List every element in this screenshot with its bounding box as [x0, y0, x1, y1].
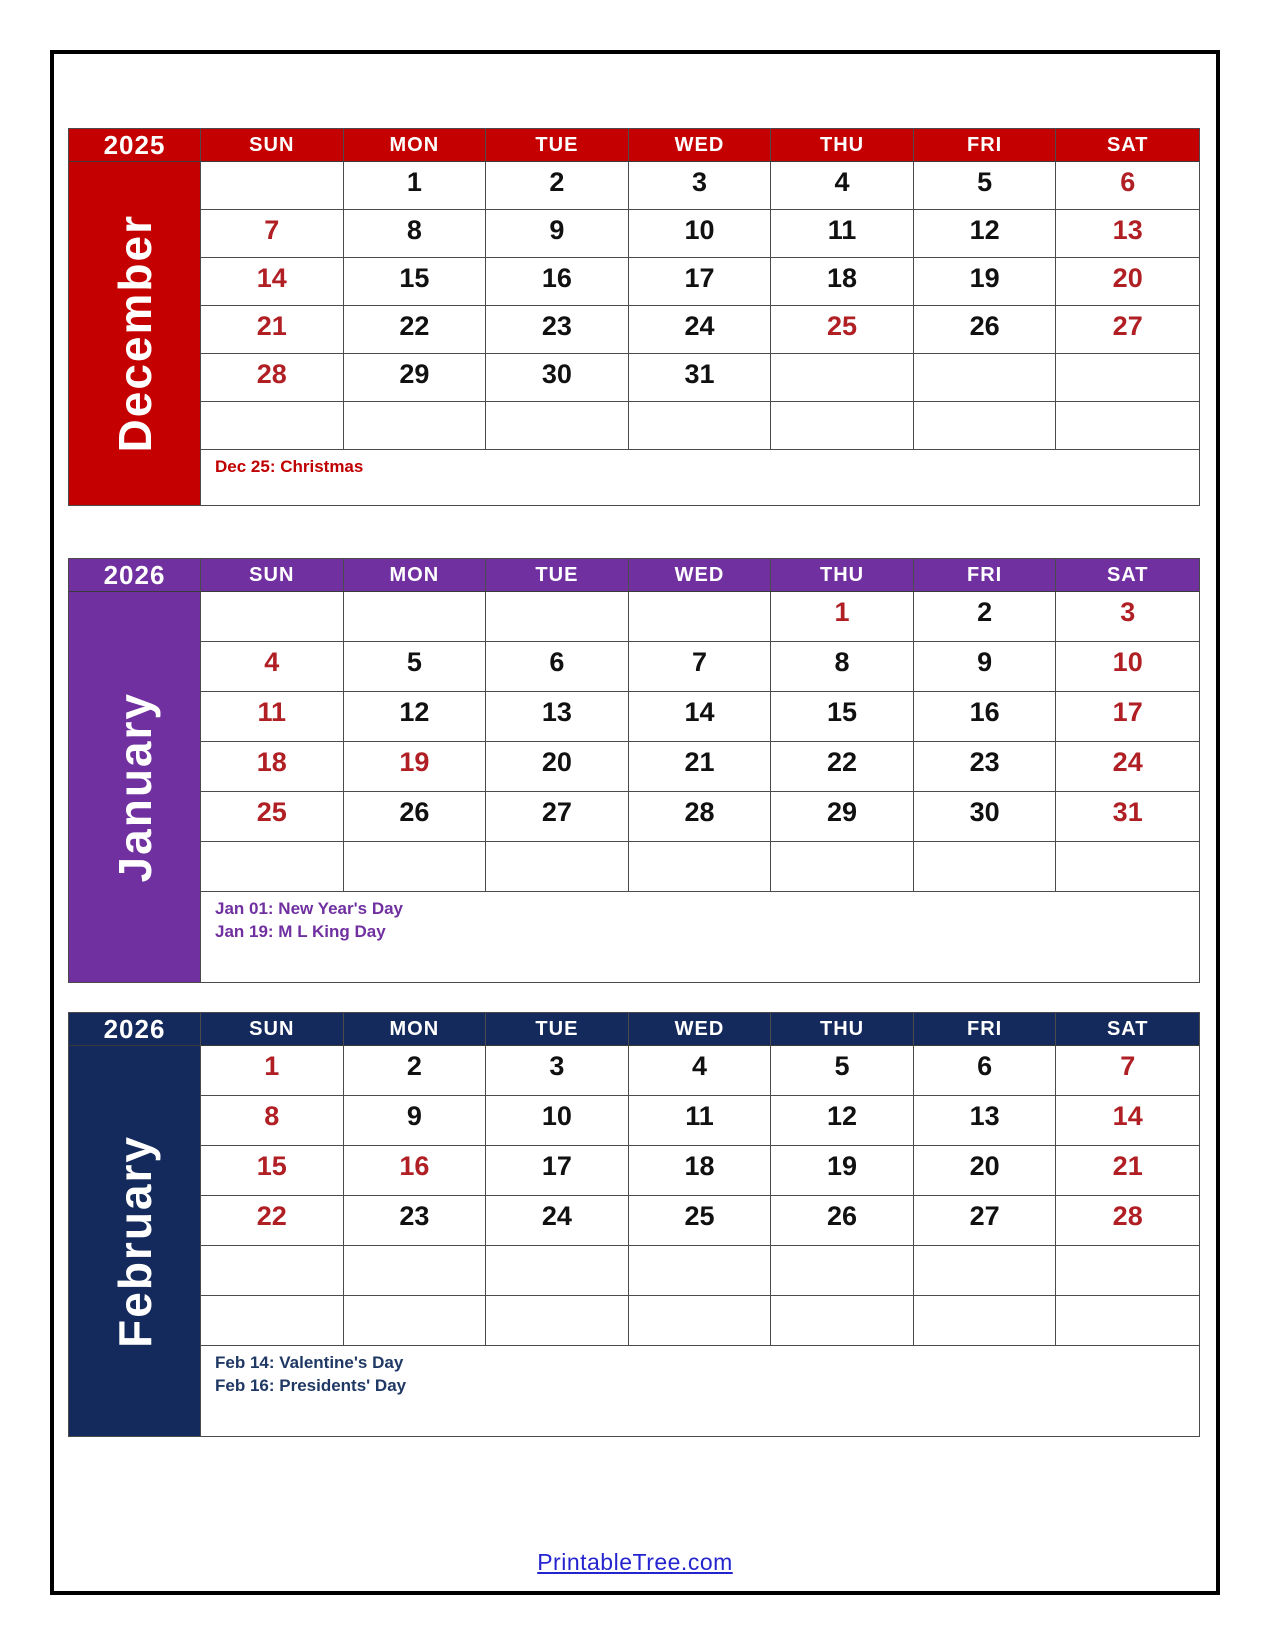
date-cell: 13: [1056, 210, 1199, 258]
date-cell: 25: [629, 1196, 772, 1246]
date-cell: 9: [914, 642, 1057, 692]
date-cell: 6: [914, 1046, 1057, 1096]
date-cell: 19: [914, 258, 1057, 306]
month-name-label: [69, 592, 200, 982]
empty-cell: [486, 402, 629, 450]
date-cell: 8: [201, 1096, 344, 1146]
page-frame: [50, 50, 1220, 1595]
year-label: 2026: [69, 1013, 200, 1046]
weekday-header: SAT: [1106, 563, 1149, 586]
empty-cell: [344, 1246, 487, 1296]
date-cell: 24: [1056, 742, 1199, 792]
weekday-header-row: [201, 1013, 1199, 1046]
weekday-header: SUN: [201, 1013, 344, 1045]
empty-cell: [201, 842, 344, 892]
date-grid: [201, 592, 1199, 892]
date-cell: 3: [629, 162, 772, 210]
empty-cell: [344, 842, 487, 892]
date-cell: 16: [486, 258, 629, 306]
date-cell: 21: [1056, 1146, 1199, 1196]
empty-cell: [1056, 354, 1199, 402]
date-cell: 14: [629, 692, 772, 742]
weekday-header: SUN: [201, 559, 344, 591]
date-cell: 4: [771, 162, 914, 210]
weekday-header: FRI: [914, 1013, 1057, 1045]
empty-cell: [201, 402, 344, 450]
date-cell: 7: [629, 642, 772, 692]
date-cell: 12: [914, 210, 1057, 258]
date-cell: 14: [201, 258, 344, 306]
holiday-note: Jan 01: New Year's Day: [215, 899, 404, 918]
footer: [54, 1549, 1216, 1576]
date-cell: 25: [201, 792, 344, 842]
holiday-note: Jan 19: M L King Day: [215, 921, 386, 941]
date-cell: 22: [344, 306, 487, 354]
year-label: 2025: [69, 129, 200, 162]
date-cell: 18: [629, 1146, 772, 1196]
date-cell: 28: [201, 354, 344, 402]
date-cell: 4: [201, 642, 344, 692]
date-cell: 28: [629, 792, 772, 842]
month-name-label: [69, 162, 200, 505]
date-grid: [201, 162, 1199, 450]
date-cell: 27: [914, 1196, 1057, 1246]
date-cell: 17: [486, 1146, 629, 1196]
empty-cell: [1056, 842, 1199, 892]
empty-cell: [771, 402, 914, 450]
date-cell: 1: [344, 162, 487, 210]
month-sidebar: [69, 1013, 201, 1436]
date-cell: 15: [771, 692, 914, 742]
date-cell: 24: [486, 1196, 629, 1246]
month-sidebar: [69, 129, 201, 505]
empty-cell: [201, 1246, 344, 1296]
empty-cell: [486, 592, 629, 642]
month-name-text: January: [108, 691, 161, 883]
holiday-note: Feb 16: Presidents' Day: [215, 1375, 407, 1395]
date-cell: 17: [1056, 692, 1199, 742]
date-cell: 11: [771, 210, 914, 258]
date-cell: 11: [629, 1096, 772, 1146]
weekday-header: TUE: [486, 1013, 629, 1045]
date-cell: 27: [486, 792, 629, 842]
date-cell: 20: [914, 1146, 1057, 1196]
date-cell: 10: [486, 1096, 629, 1146]
date-cell: 21: [201, 306, 344, 354]
empty-cell: [486, 1246, 629, 1296]
empty-cell: [201, 592, 344, 642]
date-cell: 9: [486, 210, 629, 258]
weekday-header: TUE: [486, 559, 629, 591]
month-grid: [201, 1013, 1199, 1436]
date-cell: 11: [201, 692, 344, 742]
holiday-note: Feb 14: Valentine's Day: [215, 1353, 404, 1372]
weekday-header: MON: [344, 559, 487, 591]
weekday-header: THU: [771, 1013, 914, 1045]
date-cell: 4: [629, 1046, 772, 1096]
empty-cell: [771, 1296, 914, 1346]
date-cell: 15: [201, 1146, 344, 1196]
date-cell: 20: [1056, 258, 1199, 306]
date-cell: 31: [1056, 792, 1199, 842]
weekday-header: THU: [771, 559, 914, 591]
empty-cell: [771, 1246, 914, 1296]
date-cell: 23: [344, 1196, 487, 1246]
date-cell: 18: [771, 258, 914, 306]
month-name-text: December: [108, 214, 161, 453]
date-cell: 25: [771, 306, 914, 354]
holiday-notes: [201, 450, 1199, 505]
date-cell: 6: [486, 642, 629, 692]
date-cell: 10: [629, 210, 772, 258]
footer-link[interactable]: PrintableTree.com: [537, 1549, 733, 1575]
empty-cell: [914, 1296, 1057, 1346]
date-cell: 30: [486, 354, 629, 402]
date-cell: 7: [201, 210, 344, 258]
empty-cell: [771, 842, 914, 892]
empty-cell: [629, 1296, 772, 1346]
date-cell: 26: [344, 792, 487, 842]
date-cell: 15: [344, 258, 487, 306]
empty-cell: [914, 402, 1057, 450]
date-cell: 13: [486, 692, 629, 742]
date-cell: 3: [486, 1046, 629, 1096]
date-cell: 14: [1056, 1096, 1199, 1146]
weekday-header-row: [201, 129, 1199, 162]
month-grid: [201, 559, 1199, 982]
date-cell: 18: [201, 742, 344, 792]
weekday-header: MON: [344, 129, 487, 161]
date-cell: 19: [771, 1146, 914, 1196]
holiday-notes: [201, 1346, 1199, 1436]
date-cell: 3: [1056, 592, 1199, 642]
empty-cell: [771, 354, 914, 402]
date-cell: 2: [914, 592, 1057, 642]
date-cell: 13: [914, 1096, 1057, 1146]
date-cell: 26: [914, 306, 1057, 354]
empty-cell: [344, 1296, 487, 1346]
empty-cell: [486, 1296, 629, 1346]
date-cell: 22: [771, 742, 914, 792]
date-cell: 31: [629, 354, 772, 402]
date-cell: 30: [914, 792, 1057, 842]
empty-cell: [344, 402, 487, 450]
empty-cell: [629, 402, 772, 450]
month-name-text: February: [108, 1134, 161, 1348]
date-cell: 1: [201, 1046, 344, 1096]
empty-cell: [1056, 1296, 1199, 1346]
date-cell: 23: [486, 306, 629, 354]
weekday-header: FRI: [914, 129, 1057, 161]
weekday-header: WED: [629, 129, 772, 161]
weekday-header: THU: [771, 129, 914, 161]
date-cell: 7: [1056, 1046, 1199, 1096]
date-cell: 2: [344, 1046, 487, 1096]
date-cell: 16: [344, 1146, 487, 1196]
date-cell: 27: [1056, 306, 1199, 354]
weekday-header: SUN: [201, 129, 344, 161]
weekday-header: SAT: [1106, 1017, 1149, 1040]
date-cell: 22: [201, 1196, 344, 1246]
date-cell: 12: [344, 692, 487, 742]
empty-cell: [201, 162, 344, 210]
date-cell: 5: [344, 642, 487, 692]
empty-cell: [914, 354, 1057, 402]
holiday-notes: [201, 892, 1199, 982]
holiday-note: Dec 25: Christmas: [215, 457, 364, 476]
empty-cell: [914, 1246, 1057, 1296]
month-calendar-january: [68, 558, 1200, 983]
date-cell: 26: [771, 1196, 914, 1246]
date-cell: 24: [629, 306, 772, 354]
date-cell: 16: [914, 692, 1057, 742]
weekday-header: FRI: [914, 559, 1057, 591]
date-grid: [201, 1046, 1199, 1346]
empty-cell: [629, 592, 772, 642]
date-cell: 29: [771, 792, 914, 842]
date-cell: 28: [1056, 1196, 1199, 1246]
date-cell: 5: [914, 162, 1057, 210]
date-cell: 20: [486, 742, 629, 792]
empty-cell: [1056, 1246, 1199, 1296]
date-cell: 9: [344, 1096, 487, 1146]
date-cell: 12: [771, 1096, 914, 1146]
date-cell: 10: [1056, 642, 1199, 692]
date-cell: 21: [629, 742, 772, 792]
date-cell: 6: [1056, 162, 1199, 210]
date-cell: 8: [771, 642, 914, 692]
weekday-header: WED: [629, 1013, 772, 1045]
empty-cell: [629, 842, 772, 892]
date-cell: 5: [771, 1046, 914, 1096]
empty-cell: [629, 1246, 772, 1296]
weekday-header: SAT: [1106, 133, 1149, 156]
month-calendar-december: [68, 128, 1200, 506]
date-cell: 29: [344, 354, 487, 402]
empty-cell: [914, 842, 1057, 892]
weekday-header: TUE: [486, 129, 629, 161]
month-sidebar: [69, 559, 201, 982]
empty-cell: [344, 592, 487, 642]
date-cell: 17: [629, 258, 772, 306]
weekday-header: WED: [629, 559, 772, 591]
date-cell: 23: [914, 742, 1057, 792]
weekday-header: MON: [344, 1013, 487, 1045]
month-name-label: [69, 1046, 200, 1436]
date-cell: 1: [771, 592, 914, 642]
empty-cell: [486, 842, 629, 892]
date-cell: 2: [486, 162, 629, 210]
weekday-header-row: [201, 559, 1199, 592]
empty-cell: [1056, 402, 1199, 450]
date-cell: 8: [344, 210, 487, 258]
date-cell: 19: [344, 742, 487, 792]
empty-cell: [201, 1296, 344, 1346]
month-grid: [201, 129, 1199, 505]
year-label: 2026: [69, 559, 200, 592]
month-calendar-february: [68, 1012, 1200, 1437]
